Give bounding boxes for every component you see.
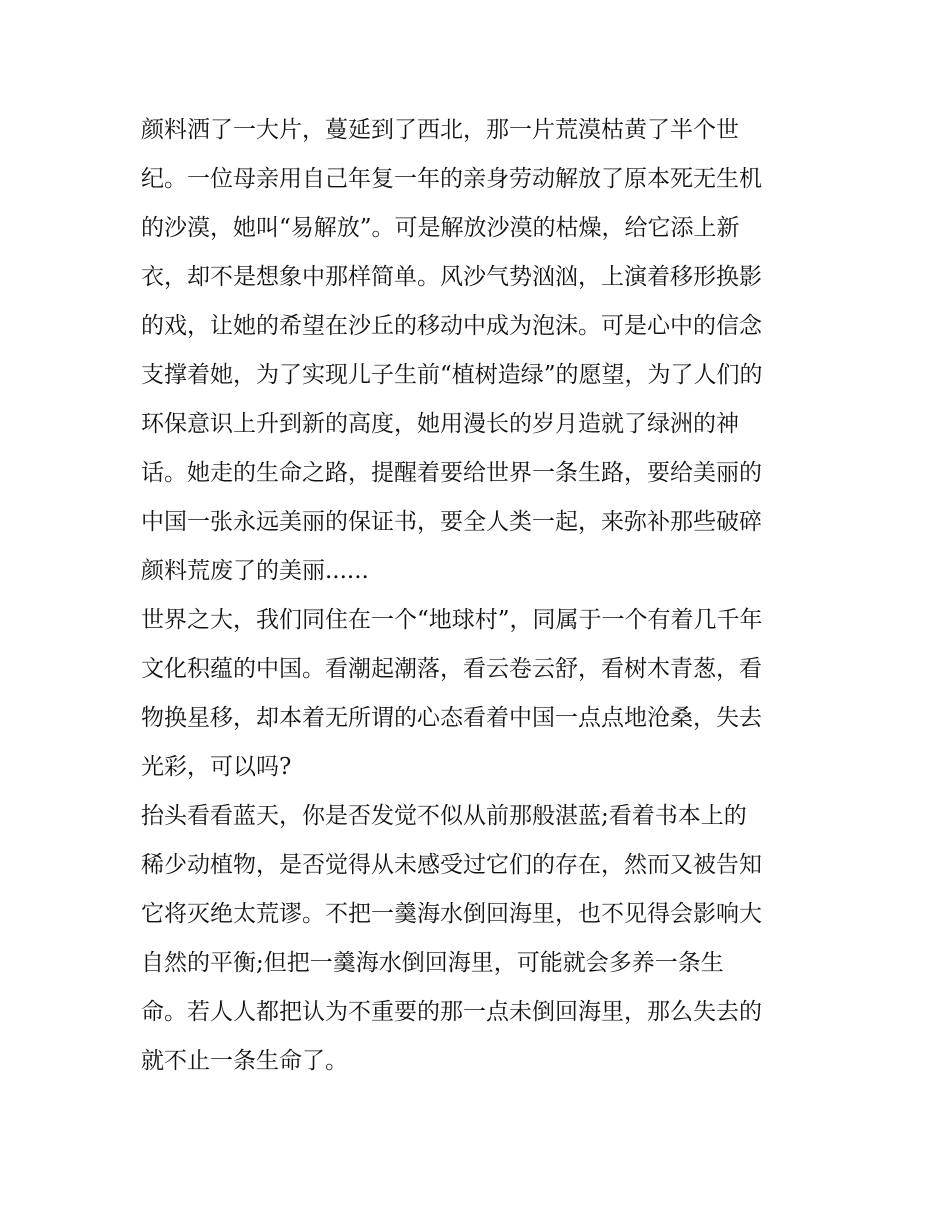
text-line: 自然的平衡;但把一羹海水倒回海里，可能就会多养一条生 — [141, 950, 724, 976]
text-line: 衣，却不是想象中那样简单。风沙气势汹汹，上演着移形换影 — [141, 264, 762, 290]
text-line: 它将灭绝太荒谬。不把一羹海水倒回海里，也不见得会影响大 — [141, 901, 762, 927]
text-line: 中国一张永远美丽的保证书，要全人类一起，来弥补那些破碎 — [141, 509, 762, 535]
text-line: 纪。一位母亲用自己年复一年的亲身劳动解放了原本死无生机 — [141, 166, 762, 192]
text-line: 的戏，让她的希望在沙丘的移动中成为泡沫。可是心中的信念 — [141, 313, 762, 339]
text-line: 颜料荒废了的美丽...... — [141, 558, 369, 584]
text-line: 光彩，可以吗? — [141, 754, 292, 780]
text-line: 物换星移，却本着无所谓的心态看着中国一点点地沧桑，失去 — [141, 705, 762, 731]
text-line: 环保意识上升到新的高度，她用漫长的岁月造就了绿洲的神 — [141, 411, 739, 437]
text-line: 话。她走的生命之路，提醒着要给世界一条生路，要给美丽的 — [141, 460, 762, 486]
text-line: 命。若人人都把认为不重要的那一点未倒回海里，那么失去的 — [141, 999, 762, 1025]
text-line: 稀少动植物，是否觉得从未感受过它们的存在，然而又被告知 — [141, 852, 762, 878]
text-line: 就不止一条生命了。 — [141, 1048, 348, 1074]
text-line: 支撑着她，为了实现儿子生前“植树造绿”的愿望，为了人们的 — [141, 362, 763, 388]
text-line: 颜料洒了一大片，蔓延到了西北，那一片荒漠枯黄了半个世 — [141, 117, 739, 143]
text-line: 的沙漠，她叫“易解放”。可是解放沙漠的枯燥，给它添上新 — [141, 215, 740, 241]
text-line: 抬头看看蓝天，你是否发觉不似从前那般湛蓝;看着书本上的 — [141, 803, 747, 829]
document-body — [141, 106, 821, 1086]
text-line: 世界之大，我们同住在一个“地球村”，同属于一个有着几千年 — [141, 607, 763, 633]
text-line: 文化积蕴的中国。看潮起潮落，看云卷云舒，看树木青葱，看 — [141, 656, 762, 682]
